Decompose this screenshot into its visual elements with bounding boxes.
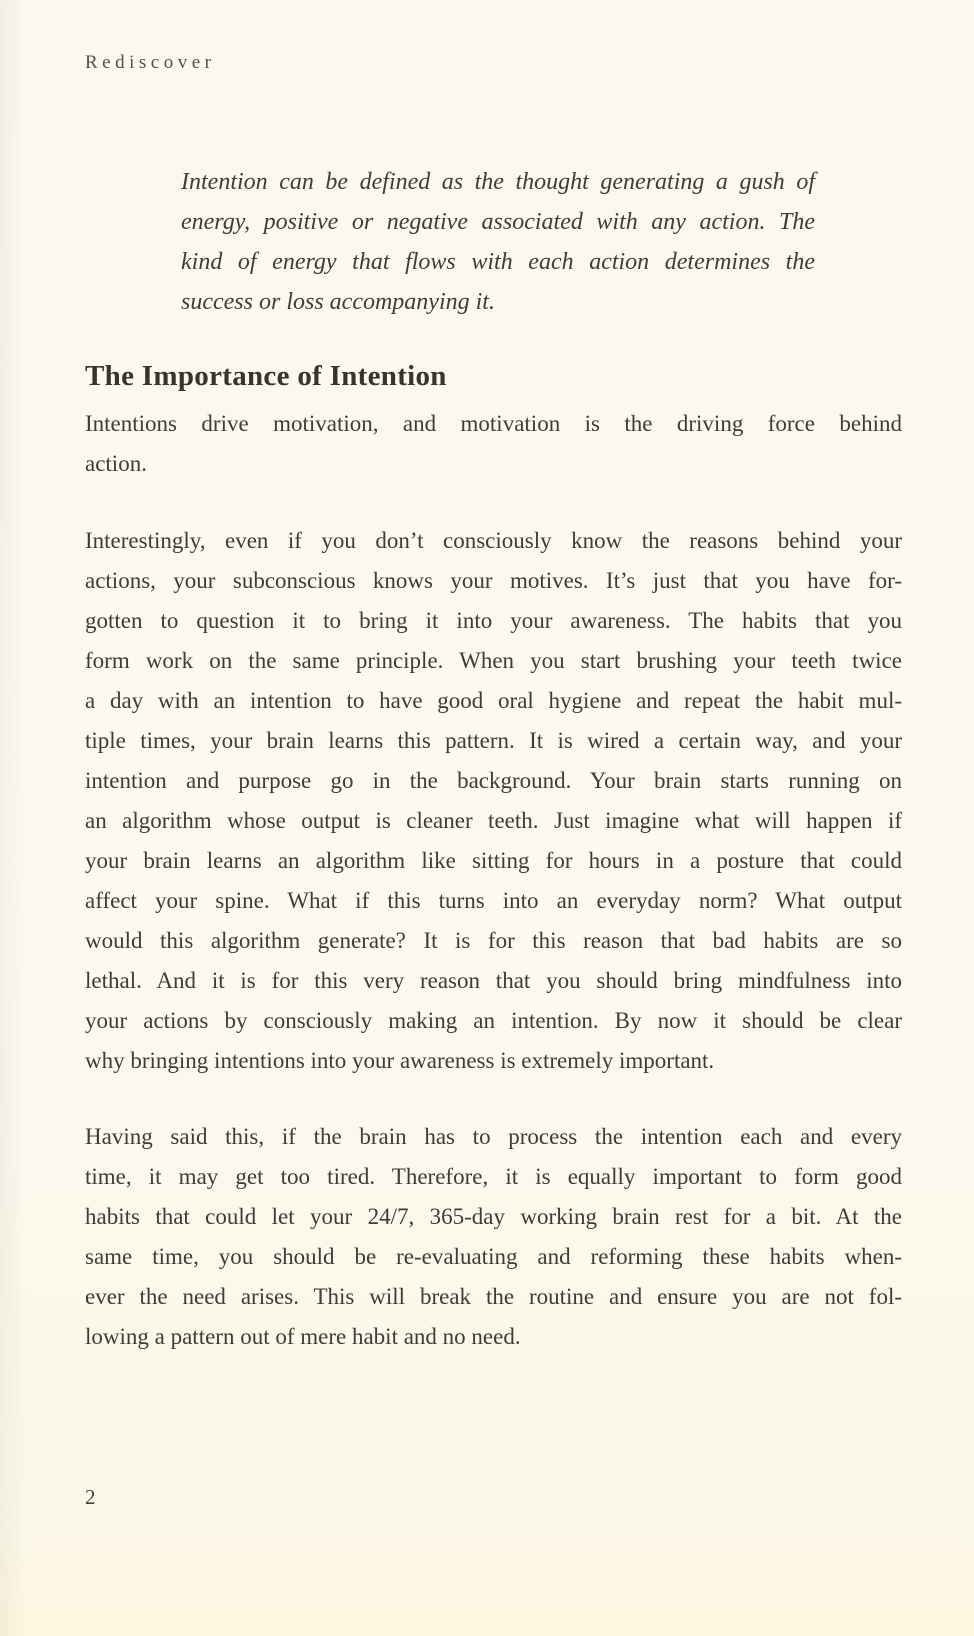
epigraph-line: energy, positive or negative associated with any action. The (181, 209, 815, 235)
body-line: ever the need arises. This will break the routine and ensure you are not fol- (85, 1284, 902, 1309)
body-line: your brain learns an algorithm like sitting for hours in a posture that could (85, 848, 902, 873)
body-line: intention and purpose go in the background. Your brain starts running on (85, 768, 902, 793)
body-line: lowing a pattern out of mere habit and no need. (85, 1324, 521, 1349)
body-line: would this algorithm generate? It is for this reason that bad habits are so (85, 928, 902, 953)
body-line: habits that could let your 24/7, 365-day working brain rest for a bit. At the (85, 1204, 902, 1229)
running-header: Rediscover (85, 52, 216, 73)
page-number: 2 (85, 1485, 96, 1509)
body-line: tiple times, your brain learns this pattern. It is wired a certain way, and your (85, 728, 902, 753)
body-line: time, it may get too tired. Therefore, it is equally important to form good (85, 1164, 902, 1189)
paragraph (85, 404, 902, 484)
body-line: action. (85, 451, 147, 476)
epigraph-line: Intention can be defined as the thought generating a gush of (181, 169, 815, 195)
body-line: actions, your subconscious knows your motives. It’s just that you have for- (85, 568, 902, 593)
body-line: Intentions drive motivation, and motivation is the driving force behind (85, 411, 902, 436)
epigraph-line: success or loss accompanying it. (181, 289, 495, 315)
epigraph (181, 162, 815, 322)
paragraph (85, 1117, 902, 1357)
body-line: form work on the same principle. When you start brushing your teeth twice (85, 648, 902, 673)
paragraph (85, 521, 902, 1081)
body-line: why bringing intentions into your awareness is extremely important. (85, 1048, 715, 1073)
body-line: an algorithm whose output is cleaner teeth. Just imagine what will happen if (85, 808, 902, 833)
body-line: gotten to question it to bring it into your awareness. The habits that you (85, 608, 902, 633)
body-line: lethal. And it is for this very reason that you should bring mindfulness into (85, 968, 902, 993)
section-heading: The Importance of Intention (85, 360, 447, 392)
body-line: Having said this, if the brain has to process the intention each and every (85, 1124, 902, 1149)
body-line: your actions by consciously making an intention. By now it should be clear (85, 1008, 902, 1033)
body-line: Interestingly, even if you don’t consciously know the reasons behind your (85, 528, 902, 553)
epigraph-line: kind of energy that flows with each action determines the (181, 249, 815, 275)
body-line: a day with an intention to have good oral hygiene and repeat the habit mul- (85, 688, 902, 713)
body-line: affect your spine. What if this turns into an everyday norm? What output (85, 888, 902, 913)
body-line: same time, you should be re-evaluating and reforming these habits when- (85, 1244, 902, 1269)
